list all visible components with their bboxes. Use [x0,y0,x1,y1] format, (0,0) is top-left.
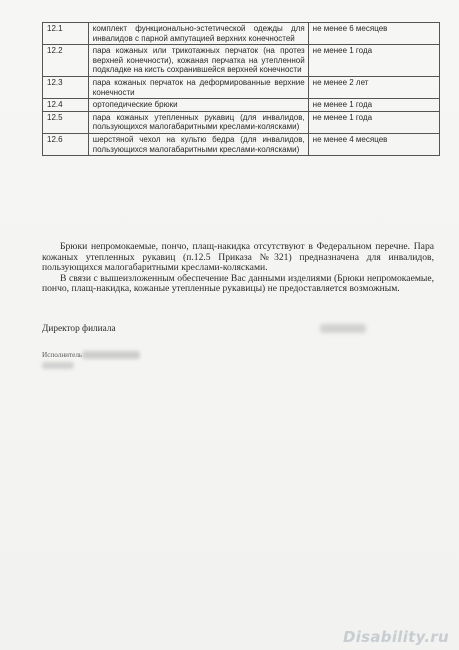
table-row [43,99,440,112]
items-table-body [43,23,440,156]
table-row [43,23,440,45]
row-number: 12.3 [43,76,89,98]
paragraph-conclusion: В связи с вышеизложенным обеспечение Вас данными изделиями (Брюки непромокаемые, пончо, плащ-накидка, кожаные утепленные рукавицы) не предоставляется возможным. [42,272,434,295]
table-row [43,133,440,155]
row-term: не менее 1 года [308,99,439,112]
table-row [43,76,440,98]
row-description: ортопедические брюки [88,99,308,112]
watermark: Disability.ru [342,628,449,646]
row-description: шерстяной чехол на культю бедра (для инвалидов, пользующихся малогабаритными креслами-колясками) [88,133,308,155]
row-description: комплект функционально-эстетической одежды для инвалидов с парной ампутацией верхних конечностей [88,23,308,45]
row-term: не менее 1 года [308,45,439,77]
row-number: 12.1 [43,23,89,45]
redacted-director-name [320,324,366,333]
row-number: 12.6 [43,133,89,155]
row-term: не менее 4 месяцев [308,133,439,155]
table-row [43,45,440,77]
row-term: не менее 6 месяцев [308,23,439,45]
redacted-executor-name [82,351,140,359]
row-term: не менее 2 лет [308,76,439,98]
body-text [42,242,434,295]
row-description: пара кожаных перчаток на деформированные верхние конечности [88,76,308,98]
executor-label: Исполнитель [42,351,83,359]
row-number: 12.4 [43,99,89,112]
director-label: Директор филиала [42,324,116,334]
table-row [43,111,440,133]
row-number: 12.5 [43,111,89,133]
paragraph-federal-list: Брюки непромокаемые, пончо, плащ-накидка отсутствуют в Федеральном перечне. Пара кожаных утепленных рукавиц (п.12.5 Приказа №321) предназначена для инвалидов, пользующихся малогабаритными креслами-колясками. [42,241,434,274]
row-term: не менее 1 года [308,111,439,133]
items-table [42,22,440,156]
redacted-executor-phone [42,362,74,369]
row-number: 12.2 [43,45,89,77]
row-description: пара кожаных или трикотажных перчаток (на протез верхней конечности), кожаная перчатка на утепленной подкладке на кисть сохранившейся верхней конечности [88,45,308,77]
row-description: пара кожаных утепленных рукавиц (для инвалидов, пользующихся малогабаритными креслами-колясками) [88,111,308,133]
